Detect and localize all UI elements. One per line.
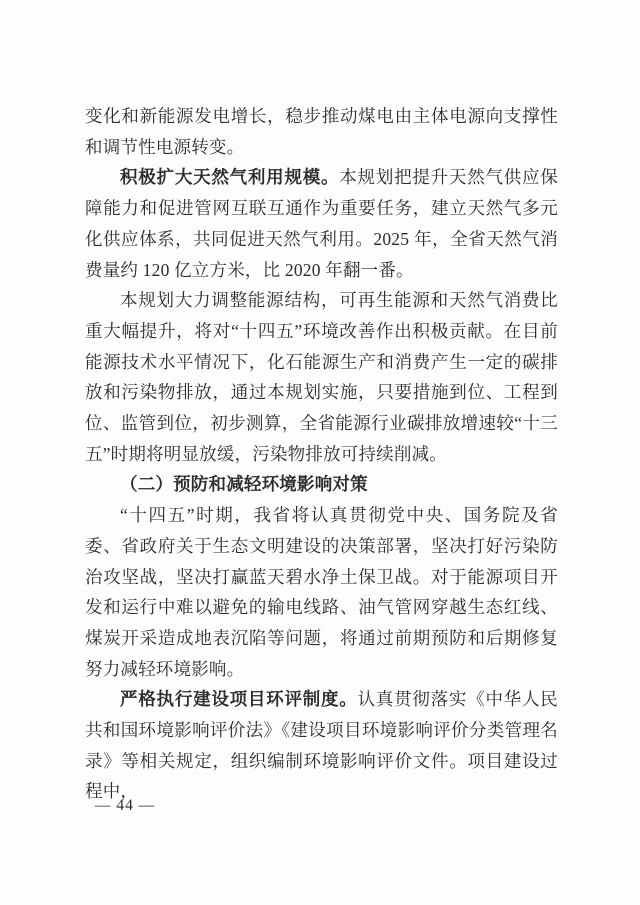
section-heading: （二）预防和减轻环境影响对策 [120, 474, 368, 495]
paragraph: “十四五”时期，我省将认真贯彻党中央、国务院及省委、省政府关于生态文明建设的决策部署，坚决打好污染防治攻坚战，坚决打赢蓝天碧水净土保卫战。对于能源项目开发和运行中难以避免的输电线路、油气管网穿越生态红线、煤炭开采造成地表沉陷等问题，将通过前期预防和后期修复努力减轻环境影响。 [85, 505, 558, 679]
page-body [85, 101, 558, 807]
paragraph: 本规划大力调整能源结构，可再生能源和天然气消费比重大幅提升，将对“十四五”环境改善作出积极贡献。在目前能源技术水平情况下，化石能源生产和消费产生一定的碳排放和污染物排放，通过本规划实施，只要措施到位、工程到位、监管到位，初步测算，全省能源行业碳排放增速较“十三五”时期将明显放缓，污染物排放可持续削减。 [85, 290, 558, 464]
paragraph-lead-emphasis: 严格执行建设项目环评制度。 [120, 689, 358, 710]
paragraph-lead-emphasis: 积极扩大天然气利用规模。 [120, 167, 340, 188]
paragraph: 积极扩大天然气利用规模。本规划把提升天然气供应保障能力和促进管网互联互通作为重要任务，建立天然气多元化供应体系，共同促进天然气利用。2025 年，全省天然气消费量约 120 亿立方米，比 2020 年翻一番。 [85, 167, 558, 280]
paragraph: 变化和新能源发电增长，稳步推动煤电由主体电源向支撑性和调节性电源转变。 [85, 106, 558, 157]
page-number: — 44 — [95, 797, 156, 814]
paragraph: 严格执行建设项目环评制度。认真贯彻落实《中华人民共和国环境影响评价法》《建设项目环境影响评价分类管理名录》等相关规定，组织编制环境影响评价文件。项目建设过程中， [85, 689, 558, 802]
